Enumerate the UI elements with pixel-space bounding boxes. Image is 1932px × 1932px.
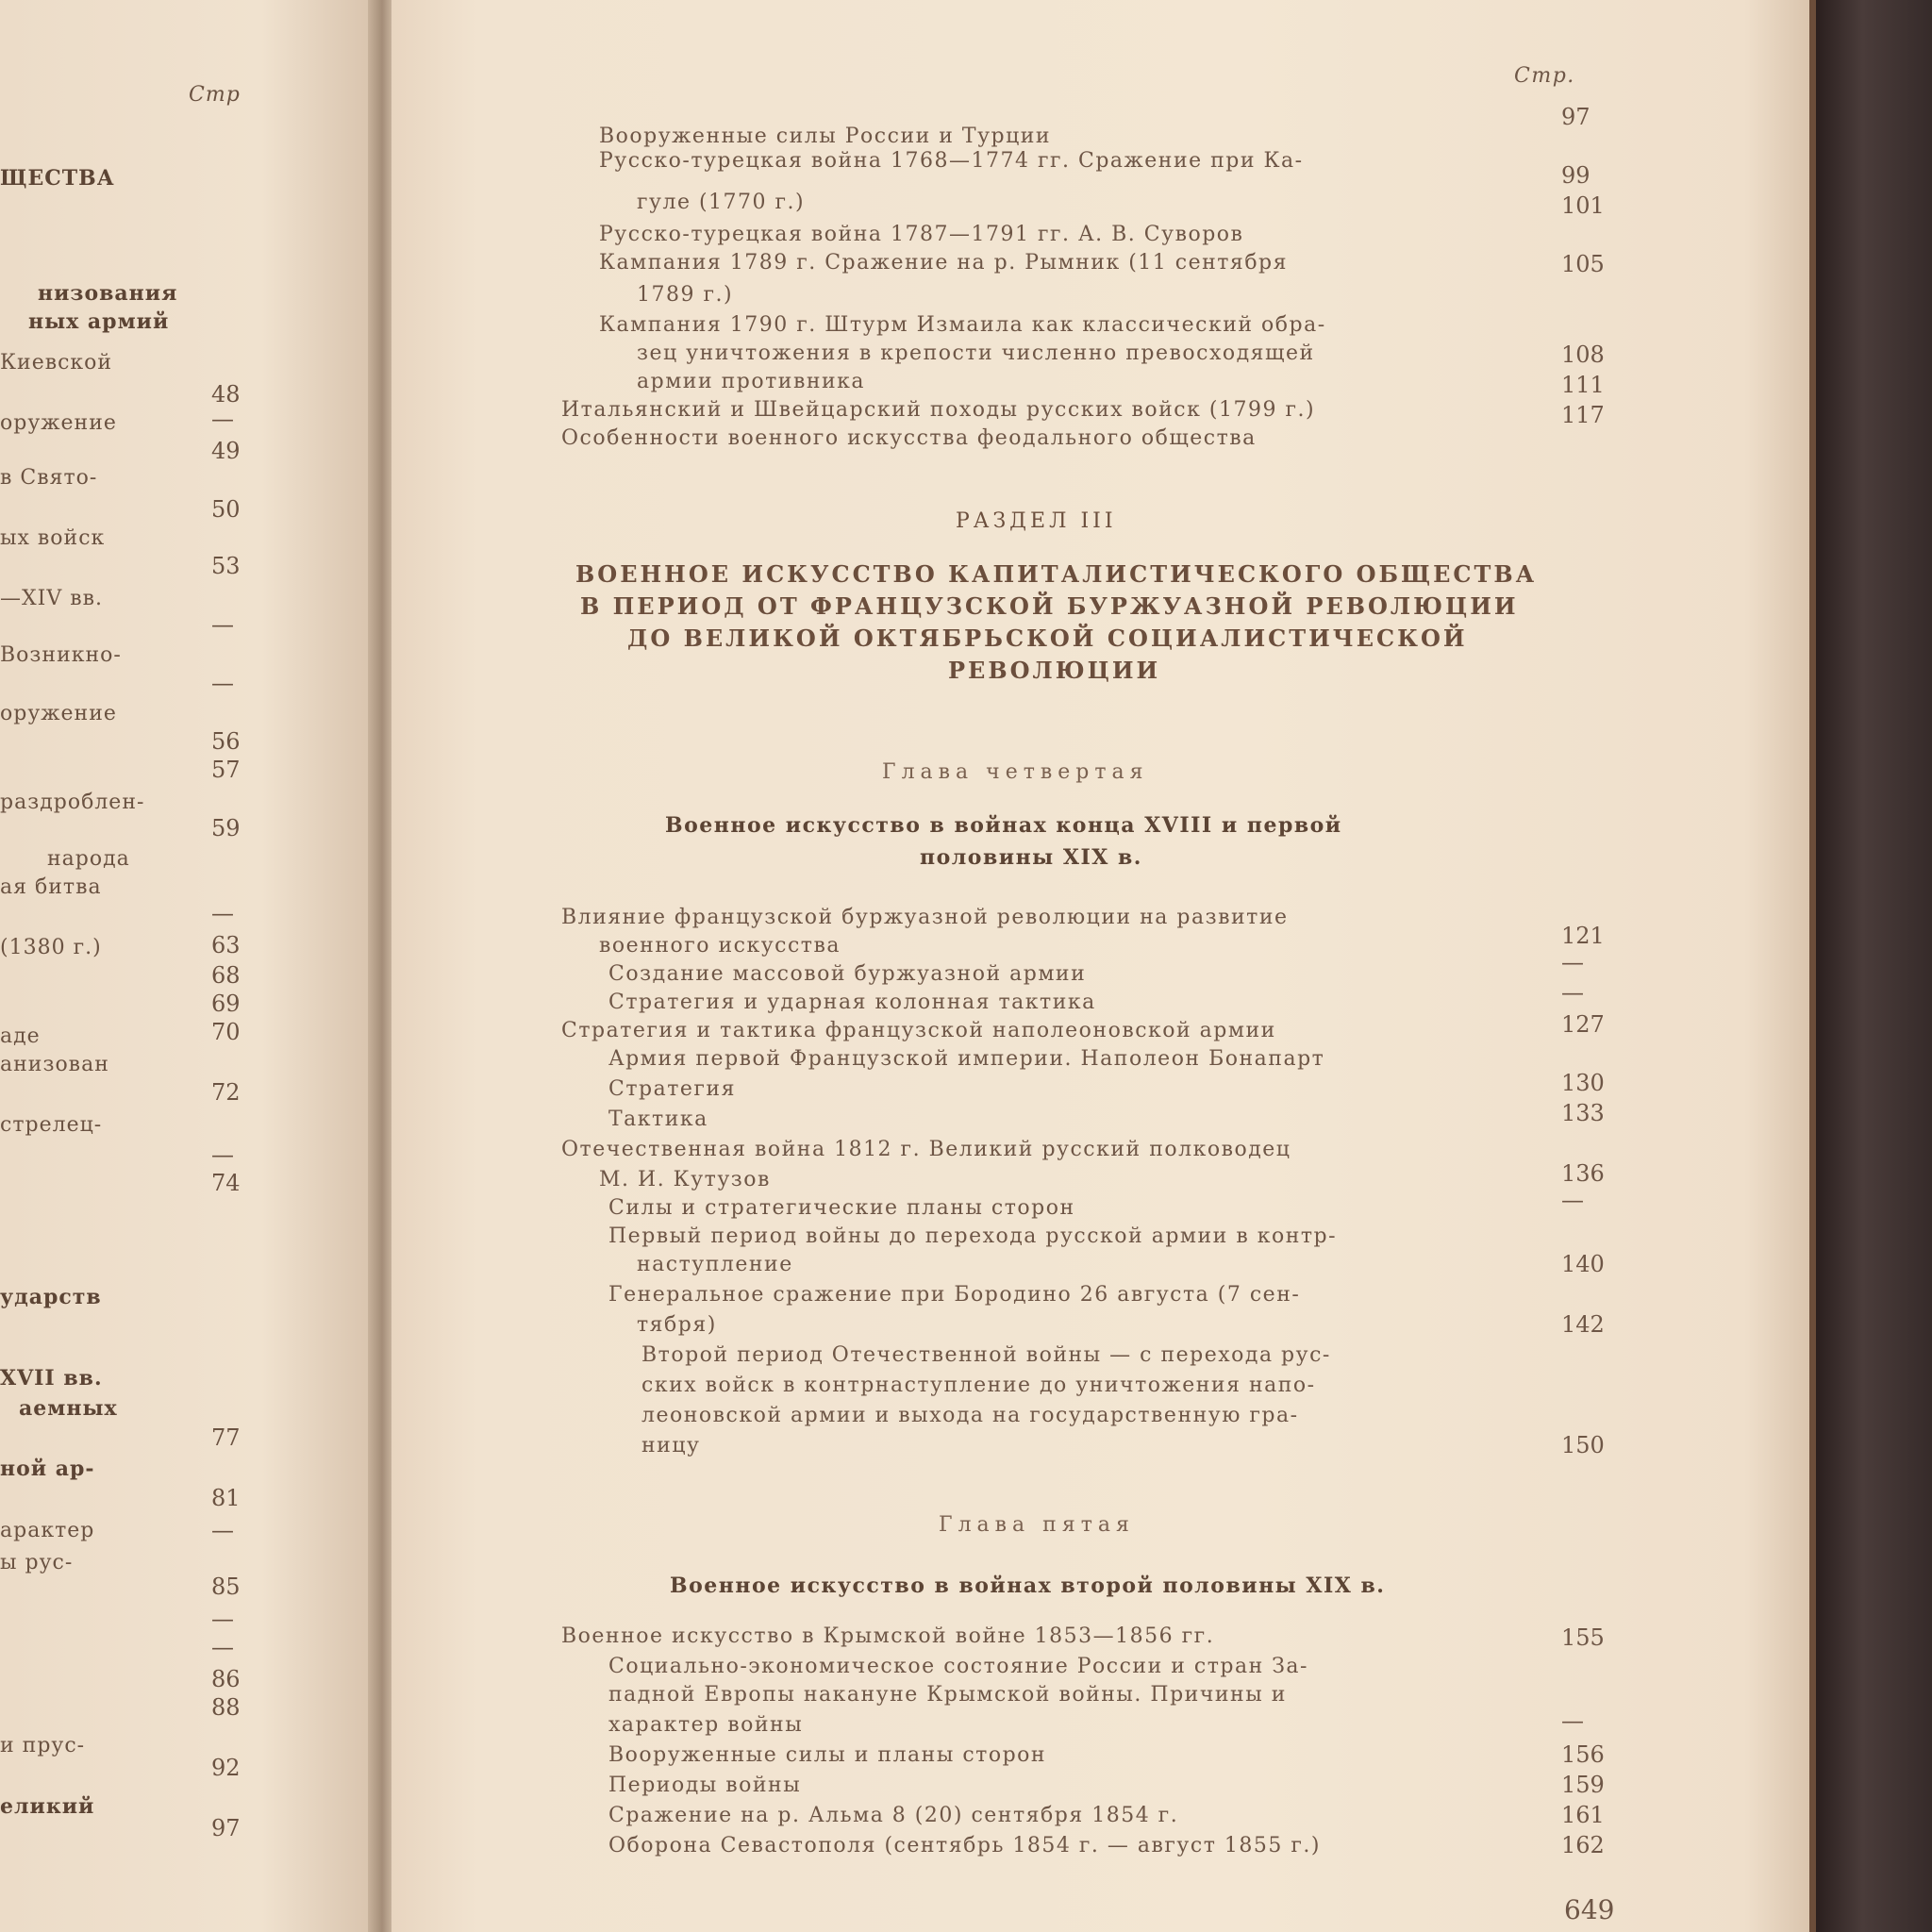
section-title-line: ДО ВЕЛИКОЙ ОКТЯБРЬСКОЙ СОЦИАЛИСТИЧЕСКОЙ bbox=[627, 625, 1468, 652]
toc-entry: леоновской армии и выхода на государственную гра- bbox=[641, 1404, 1299, 1427]
left-toc-line: ая битва bbox=[0, 875, 102, 899]
toc-page-number: 111 bbox=[1561, 372, 1605, 398]
toc-entry: Кампания 1789 г. Сражение на р. Рымник (11 сентября bbox=[599, 251, 1289, 275]
left-toc-page-number: — bbox=[211, 1517, 234, 1543]
toc-entry: Итальянский и Швейцарский походы русских войск (1799 г.) bbox=[561, 398, 1316, 422]
left-toc-page-number: — bbox=[211, 670, 234, 696]
left-toc-line: низования bbox=[38, 281, 178, 306]
left-toc-page-number: — bbox=[211, 1606, 234, 1632]
toc-page-number: 161 bbox=[1561, 1802, 1605, 1828]
page-number: 649 bbox=[1564, 1894, 1615, 1925]
toc-page-number: 140 bbox=[1561, 1251, 1605, 1277]
left-toc-page-number: 88 bbox=[211, 1694, 241, 1721]
toc-entry: ских войск в контрнаступление до уничтожения напо- bbox=[641, 1374, 1316, 1397]
toc-entry: Особенности военного искусства феодального общества bbox=[561, 426, 1257, 450]
left-toc-line: аде bbox=[0, 1024, 41, 1048]
toc-entry: Армия первой Французской империи. Наполеон Бонапарт bbox=[608, 1047, 1325, 1071]
left-toc-line: оружение bbox=[0, 702, 117, 725]
left-toc-line: ы рус- bbox=[0, 1551, 74, 1574]
left-toc-line: ЩЕСТВА bbox=[0, 166, 115, 191]
toc-entry: Социально-экономическое состояние России и стран За- bbox=[608, 1655, 1308, 1678]
toc-entry: Русско-турецкая война 1768—1774 гг. Сражение при Ка- bbox=[599, 149, 1304, 173]
chapter-four-label: Глава четвертая bbox=[882, 760, 1149, 784]
left-toc-page-number: 72 bbox=[211, 1079, 241, 1106]
left-toc-line: и прус- bbox=[0, 1734, 86, 1757]
toc-page-number: 150 bbox=[1561, 1432, 1605, 1458]
toc-entry: Стратегия и ударная колонная тактика bbox=[608, 991, 1096, 1014]
toc-page-number: — bbox=[1561, 1187, 1584, 1213]
toc-entry: характер войны bbox=[608, 1713, 804, 1737]
left-toc-line: ных армий bbox=[28, 309, 170, 334]
toc-entry: Стратегия bbox=[608, 1077, 736, 1101]
toc-entry: военного искусства bbox=[599, 934, 841, 958]
toc-page-number: 159 bbox=[1561, 1772, 1605, 1798]
left-toc-line: оружение bbox=[0, 411, 117, 435]
toc-entry: тября) bbox=[637, 1313, 717, 1337]
toc-page-number: 117 bbox=[1561, 402, 1605, 428]
left-toc-page-number: 57 bbox=[211, 757, 241, 783]
toc-entry: 1789 г.) bbox=[637, 283, 734, 307]
left-toc-line: арактер bbox=[0, 1519, 95, 1542]
left-toc-line: —XIV вв. bbox=[0, 587, 103, 610]
toc-entry: Создание массовой буржуазной армии bbox=[608, 962, 1087, 986]
toc-page-number: — bbox=[1561, 949, 1584, 975]
left-toc-page-number: 92 bbox=[211, 1755, 241, 1781]
toc-page-number: 133 bbox=[1561, 1100, 1605, 1126]
chapter-four-title-line: Военное искусство в войнах конца XVIII и первой bbox=[665, 813, 1342, 838]
left-toc-page-number: 86 bbox=[211, 1666, 241, 1692]
left-toc-page-number: 68 bbox=[211, 962, 241, 989]
toc-page-number: 121 bbox=[1561, 923, 1605, 949]
right-page-str-label: Стр. bbox=[1514, 64, 1575, 88]
left-toc-page-number: 77 bbox=[211, 1424, 241, 1451]
chapter-five-title: Военное искусство в войнах второй половины XIX в. bbox=[670, 1574, 1386, 1598]
toc-entry: Генеральное сражение при Бородино 26 августа (7 сен- bbox=[608, 1283, 1301, 1307]
right-page bbox=[391, 0, 1816, 1932]
toc-page-number: 105 bbox=[1561, 251, 1605, 277]
toc-entry: Влияние французской буржуазной революции на развитие bbox=[561, 906, 1289, 929]
section-title-line: ВОЕННОЕ ИСКУССТВО КАПИТАЛИСТИЧЕСКОГО ОБЩЕСТВА bbox=[575, 560, 1538, 588]
toc-page-number: — bbox=[1561, 979, 1584, 1006]
left-toc-page-number: 49 bbox=[211, 438, 241, 464]
left-toc-page-number: 63 bbox=[211, 932, 241, 958]
left-toc-page-number: — bbox=[211, 1141, 234, 1168]
toc-page-number: 156 bbox=[1561, 1741, 1605, 1768]
toc-page-number: 101 bbox=[1561, 192, 1605, 219]
left-toc-line: раздроблен- bbox=[0, 791, 145, 814]
left-toc-line: аемных bbox=[19, 1396, 118, 1421]
left-toc-line: ной ар- bbox=[0, 1457, 95, 1481]
left-toc-line: анизован bbox=[0, 1053, 109, 1076]
toc-page-number: 108 bbox=[1561, 341, 1605, 368]
toc-page-number: 155 bbox=[1561, 1624, 1605, 1651]
left-toc-line: Возникно- bbox=[0, 643, 122, 667]
left-toc-line: народа bbox=[47, 847, 130, 871]
left-toc-page-number: 56 bbox=[211, 728, 241, 755]
left-toc-page-number: 74 bbox=[211, 1170, 241, 1196]
toc-entry: Периоды войны bbox=[608, 1774, 802, 1797]
toc-entry: Сражение на р. Альма 8 (20) сентября 1854 г. bbox=[608, 1804, 1179, 1827]
left-toc-page-number: 85 bbox=[211, 1574, 241, 1600]
chapter-four-title-line: половины XIX в. bbox=[920, 845, 1142, 870]
left-toc-line: стрелец- bbox=[0, 1113, 103, 1137]
toc-entry: Отечественная война 1812 г. Великий русский полководец bbox=[561, 1138, 1291, 1161]
section-label: РАЗДЕЛ III bbox=[956, 509, 1117, 533]
left-toc-line: Киевской bbox=[0, 351, 113, 375]
left-toc-page-number: 70 bbox=[211, 1019, 241, 1045]
left-page-str-label: Стр bbox=[189, 83, 241, 107]
toc-page-number: 99 bbox=[1561, 162, 1591, 189]
toc-entry: Военное искусство в Крымской войне 1853—1856 гг. bbox=[561, 1624, 1215, 1648]
chapter-five-label: Глава пятая bbox=[939, 1513, 1135, 1537]
left-toc-line: ых войск bbox=[0, 526, 106, 550]
toc-page-number: 162 bbox=[1561, 1832, 1605, 1858]
section-title-line: В ПЕРИОД ОТ ФРАНЦУЗСКОЙ БУРЖУАЗНОЙ РЕВОЛЮЦИИ bbox=[580, 592, 1519, 620]
left-page bbox=[0, 0, 373, 1932]
toc-entry: наступление bbox=[637, 1253, 793, 1276]
left-toc-page-number: 69 bbox=[211, 991, 241, 1017]
toc-entry: Стратегия и тактика французской наполеоновской армии bbox=[561, 1019, 1276, 1042]
toc-entry: Вооруженные силы и планы сторон bbox=[608, 1743, 1047, 1767]
left-toc-page-number: 48 bbox=[211, 381, 241, 408]
toc-entry: зец уничтожения в крепости численно превосходящей bbox=[637, 341, 1315, 365]
toc-entry: Второй период Отечественной войны — с перехода рус- bbox=[641, 1343, 1331, 1367]
left-toc-page-number: 97 bbox=[211, 1815, 241, 1841]
toc-page-number: 130 bbox=[1561, 1070, 1605, 1096]
left-toc-page-number: 53 bbox=[211, 553, 241, 579]
toc-entry: армии противника bbox=[637, 370, 866, 393]
toc-entry: ницу bbox=[641, 1434, 701, 1457]
toc-page-number: 136 bbox=[1561, 1160, 1605, 1187]
toc-page-number: 127 bbox=[1561, 1011, 1605, 1038]
left-toc-page-number: 81 bbox=[211, 1485, 241, 1511]
left-toc-page-number: — bbox=[211, 611, 234, 638]
toc-entry: Оборона Севастополя (сентябрь 1854 г. — август 1855 г.) bbox=[608, 1834, 1321, 1857]
left-toc-page-number: 59 bbox=[211, 815, 241, 841]
section-title-line: РЕВОЛЮЦИИ bbox=[948, 657, 1161, 684]
toc-entry: гуле (1770 г.) bbox=[637, 191, 806, 214]
toc-entry: падной Европы накануне Крымской войны. Причины и bbox=[608, 1683, 1287, 1707]
toc-entry: Силы и стратегические планы сторон bbox=[608, 1196, 1075, 1220]
book-cover bbox=[1816, 0, 1932, 1932]
toc-page-number: 142 bbox=[1561, 1311, 1605, 1338]
left-toc-line: XVII вв. bbox=[0, 1366, 103, 1391]
left-toc-page-number: — bbox=[211, 406, 234, 432]
left-toc-page-number: 50 bbox=[211, 496, 241, 523]
toc-entry: М. И. Кутузов bbox=[599, 1168, 771, 1191]
toc-entry: Кампания 1790 г. Штурм Измаила как классический обра- bbox=[599, 313, 1326, 337]
left-toc-line: (1380 г.) bbox=[0, 936, 102, 959]
toc-entry: Тактика bbox=[608, 1108, 708, 1131]
left-toc-page-number: — bbox=[211, 900, 234, 926]
left-toc-page-number: — bbox=[211, 1634, 234, 1660]
left-toc-line: еликий bbox=[0, 1794, 95, 1819]
toc-entry: Вооруженные силы России и Турции bbox=[599, 125, 1052, 148]
toc-entry: Русско-турецкая война 1787—1791 гг. А. В. Суворов bbox=[599, 223, 1244, 246]
toc-page-number: 97 bbox=[1561, 104, 1591, 130]
toc-entry: Первый период войны до перехода русской армии в контр- bbox=[608, 1224, 1338, 1248]
left-toc-line: ударств bbox=[0, 1285, 102, 1309]
left-toc-line: в Свято- bbox=[0, 466, 98, 490]
toc-page-number: — bbox=[1561, 1707, 1584, 1734]
